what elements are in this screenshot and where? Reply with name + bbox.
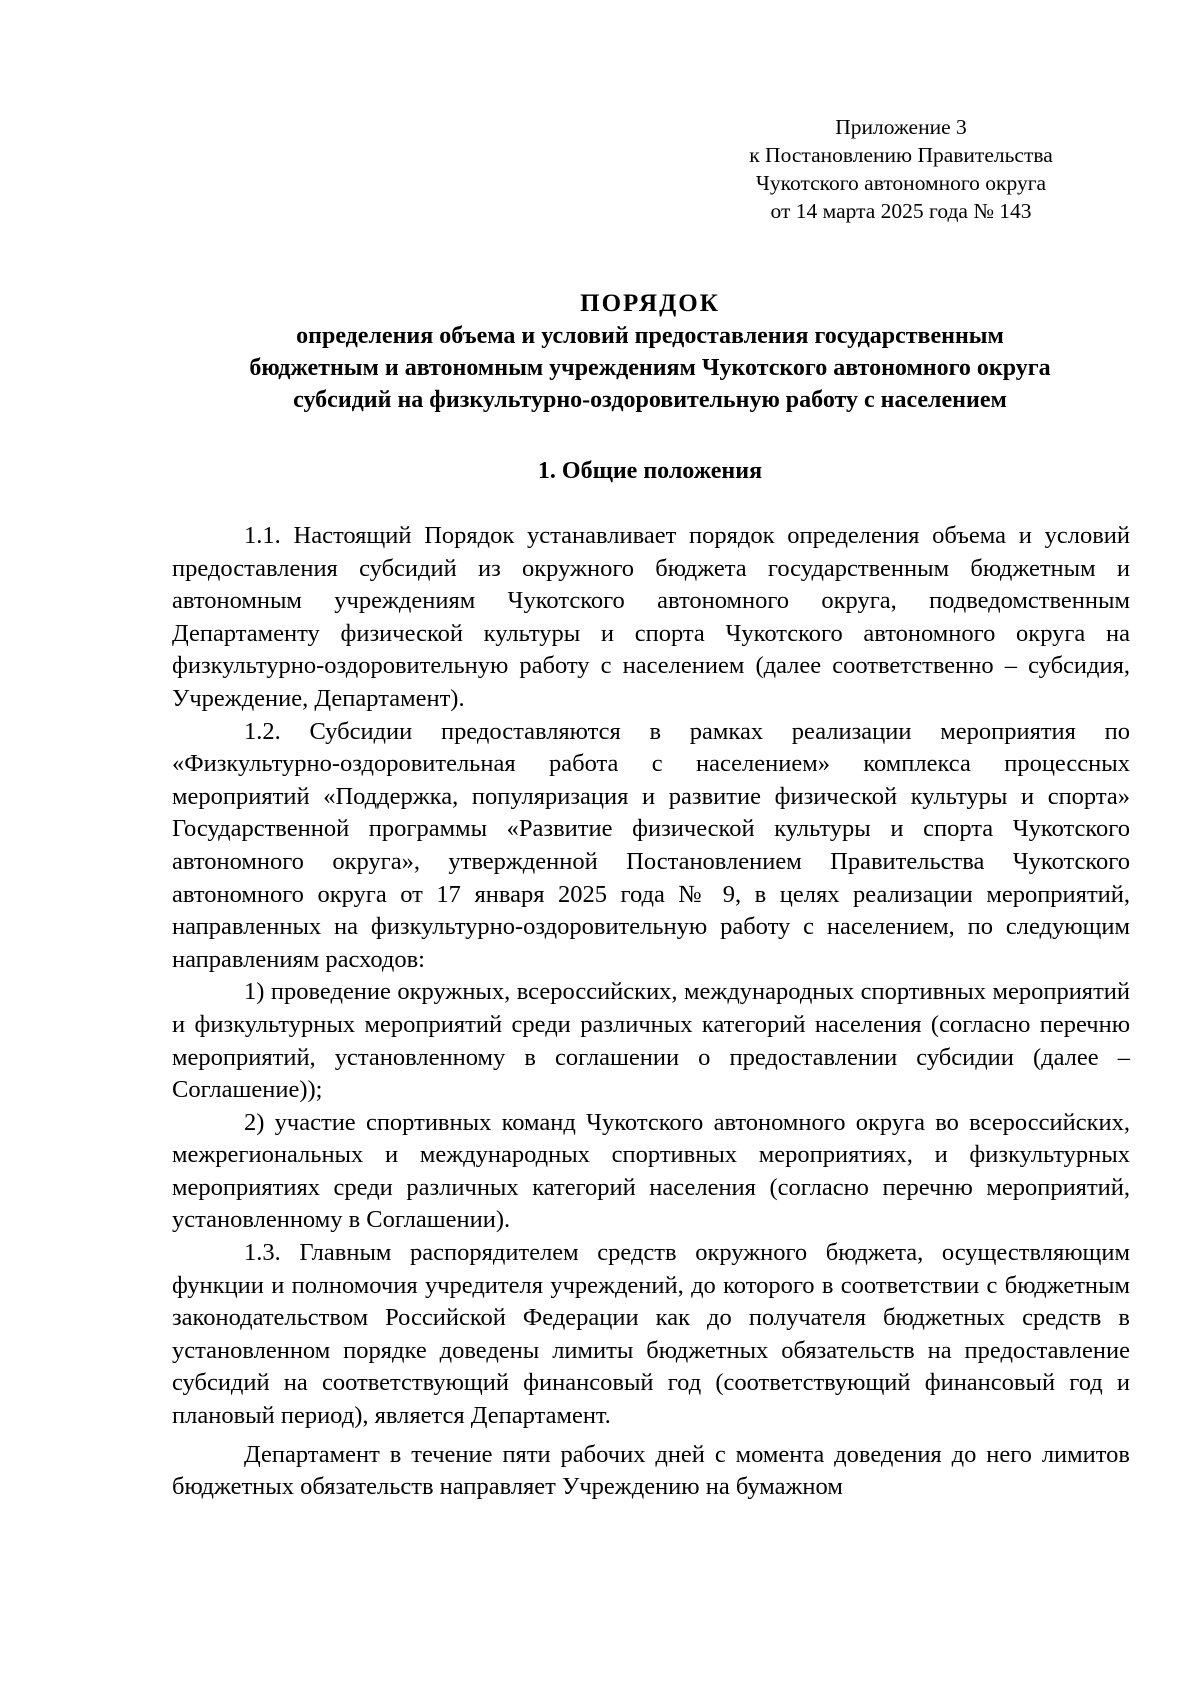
- section-heading: 1. Общие положения: [537, 458, 763, 484]
- list-item-2: 2) участие спортивных команд Чукотского автономного округа во всероссийских, межрегиональных и международных спортивных мероприятиях, и физкультурных мероприятиях среди различных категорий населения (согласно перечню мероприятий, установленному в Соглашении).: [172, 1108, 1130, 1234]
- document-body: [172, 520, 1130, 1504]
- paragraph-1-1: 1.1. Настоящий Порядок устанавливает порядок определения объема и условий предоставления субсидий из окружного бюджета государственным бюджетным и автономным учреждениям Чукотского автономного округа, подведомственным Департаменту физической культуры и спорта Чукотского автономного округа на физкультурно-оздоровительную работу с населением (далее соответственно – субсидия, Учреждение, Департамент).: [172, 522, 1130, 712]
- title-block: [170, 288, 1130, 416]
- paragraph-1-2: 1.2. Субсидии предоставляются в рамках реализации мероприятия по «Физкультурно-оздоровительная работа с населением» комплекса процессных мероприятий «Поддержка, популяризация и развитие физической культуры и спорта» Государственной программы «Развитие физической культуры и спорта Чукотского автономного округа», утвержденной Постановлением Правительства Чукотского автономного округа от 17 января 2025 года № 9, в целях реализации мероприятий, направленных на физкультурно-оздоровительную работу с населением, по следующим направлениям расходов:: [172, 717, 1130, 973]
- paragraph-1-3: 1.3. Главным распорядителем средств окружного бюджета, осуществляющим функции и полномочия учредителя учреждений, до которого в соответствии с бюджетным законодательством Российской Федерации как до получателя бюджетных средств в установленном порядке доведены лимиты бюджетных обязательств на предоставление субсидий на соответствующий финансовый год (соответствующий финансовый год и плановый период), является Департамент.: [172, 1239, 1130, 1430]
- list-item-1: 1) проведение окружных, всероссийских, международных спортивных мероприятий и физкультурных мероприятий среди различных категорий населения (согласно перечню мероприятий, установленному в соглашении о предоставлении субсидии (далее – Соглашение));: [172, 978, 1130, 1104]
- document-subtitle-line-1: определения объема и условий предоставления государственным: [296, 323, 1004, 349]
- document-title: ПОРЯДОК: [580, 290, 720, 317]
- document-subtitle-line-3: субсидий на физкультурно-оздоровительную работу с населением: [293, 387, 1007, 413]
- annex-line-1: Приложение 3: [835, 115, 967, 139]
- document-subtitle-line-2: бюджетным и автономным учреждениям Чукотского автономного округа: [249, 355, 1051, 381]
- annex-block: [706, 113, 1096, 225]
- annex-line-2: к Постановлению Правительства: [749, 143, 1053, 167]
- annex-line-4: от 14 марта 2025 года № 143: [770, 199, 1032, 223]
- paragraph-department: Департамент в течение пяти рабочих дней с момента доведения до него лимитов бюджетных обязательств направляет Учреждению на бумажном: [172, 1440, 1130, 1501]
- annex-line-3: Чукотского автономного округа: [755, 171, 1047, 195]
